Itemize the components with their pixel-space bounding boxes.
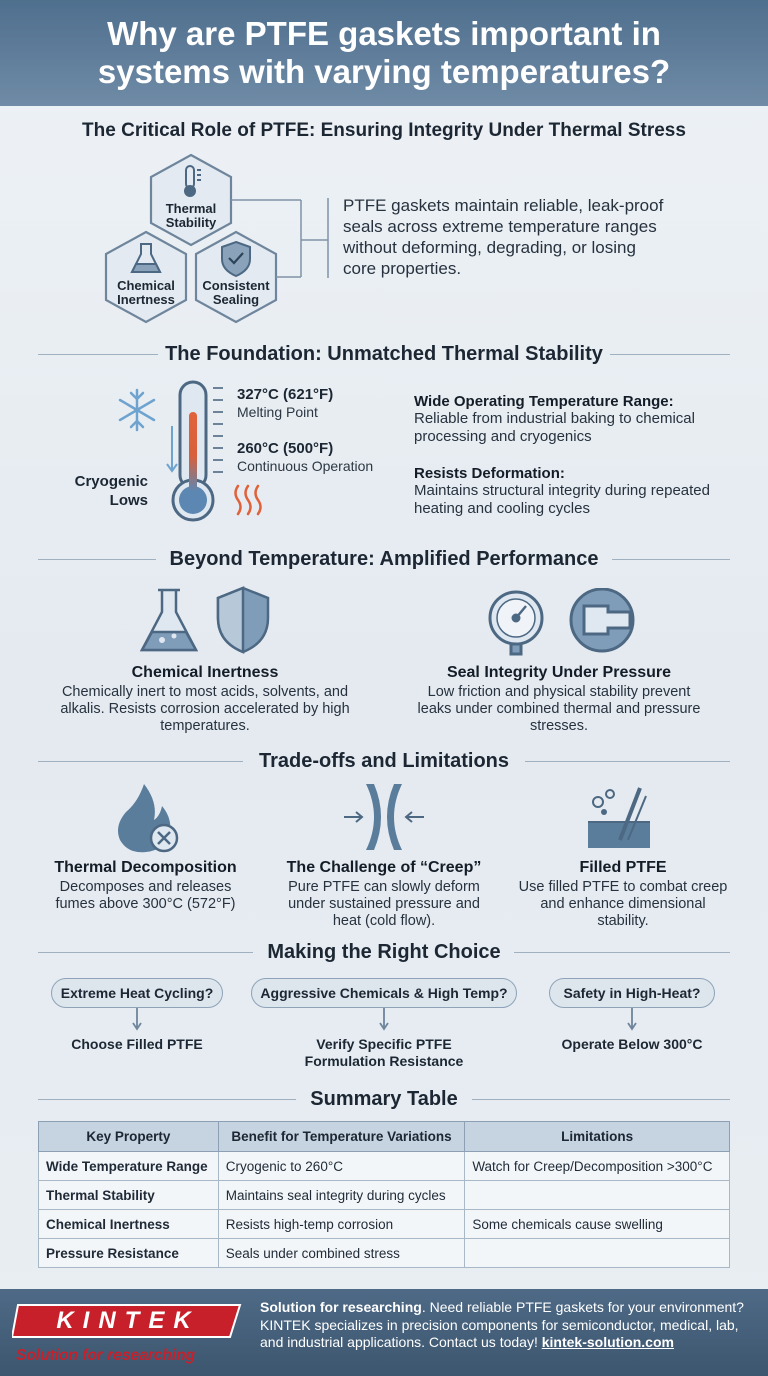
pipe-seal-icon: [571, 589, 633, 651]
table-cell: Chemical Inertness: [39, 1210, 219, 1239]
table-cell: Pressure Resistance: [39, 1239, 219, 1268]
hex-label-thermal: Thermal Stability: [165, 201, 217, 230]
table-cell: Maintains seal integrity during cycles: [218, 1181, 465, 1210]
arrow-down-icon: [167, 426, 177, 471]
pressure-gauge-icon: [490, 592, 542, 654]
hex-label-chemical: Chemical Inertness: [117, 278, 175, 307]
choice-answer-heat: Choose Filled PTFE: [71, 1036, 203, 1052]
beyond-title: Beyond Temperature: Amplified Performance: [169, 548, 599, 570]
feature-range: Wide Operating Temperature Range: Reliable from industrial baking to chemical processing and cryogenics: [414, 393, 695, 445]
table-cell: Wide Temperature Range: [39, 1152, 219, 1181]
choice-question-chemicals: Aggressive Chemicals & High Temp?: [251, 978, 517, 1008]
table-cell: Resists high-temp corrosion: [218, 1210, 465, 1239]
table-cell: Some chemicals cause swelling: [465, 1210, 730, 1239]
chem-icons: [136, 586, 276, 658]
card-seal-integrity: Seal Integrity Under Pressure Low friction and physical stability prevent leaks under combined thermal and pressure stresses.: [417, 664, 701, 734]
table-header-row: [39, 1122, 730, 1152]
card-thermal-decomposition: Thermal Decomposition Decomposes and releases fumes above 300°C (572°F): [54, 859, 237, 912]
snowflake-icon: [120, 390, 154, 430]
table-row: [39, 1181, 730, 1210]
table-cell: Cryogenic to 260°C: [218, 1152, 465, 1181]
summary-table: [38, 1121, 730, 1268]
table-cell: [465, 1239, 730, 1268]
choice-question-safety: Safety in High-Heat?: [549, 978, 715, 1008]
pressure-icons: [484, 588, 636, 658]
cryogenic-label: Cryogenic Lows: [74, 473, 148, 509]
feature-deformation: Resists Deformation: Maintains structural integrity during repeated heating and cooling cycles: [414, 465, 710, 517]
page-header: [0, 0, 768, 106]
flame-warning-icon: [108, 780, 180, 856]
table-cell: Watch for Creep/Decomposition >300°C: [465, 1152, 730, 1181]
card-filled-ptfe: Filled PTFE Use filled PTFE to combat creep and enhance dimensional stability.: [518, 859, 728, 929]
table-header: Key Property: [39, 1122, 219, 1152]
continuous-temp: 260°C (500°F): [237, 440, 334, 457]
table-header: Benefit for Temperature Variations: [218, 1122, 465, 1152]
heat-waves-icon: [236, 486, 261, 514]
thermometer-icon: [173, 382, 213, 520]
tradeoffs-title: Trade-offs and Limitations: [258, 750, 510, 772]
continuous-label: Continuous Operation: [237, 458, 374, 474]
footer-text: Solution for researching. Need reliable PTFE gaskets for your environment? KINTEK specializes in precision components for semiconductor, medical, lab, and industrial applications. Contact us today! kintek-solution.com: [260, 1299, 744, 1350]
hex-label-sealing: Consistent Sealing: [202, 278, 270, 307]
hexagon-chemical: [106, 232, 186, 322]
flask-icon: [142, 590, 196, 650]
intro-text: PTFE gaskets maintain reliable, leak-proof seals across extreme temperature ranges without deforming, degrading, or losing core properties.: [343, 196, 664, 278]
summary-title: Summary Table: [310, 1088, 458, 1110]
table-row: [39, 1210, 730, 1239]
table-header: Limitations: [465, 1122, 730, 1152]
melting-label: Melting Point: [237, 404, 318, 420]
choice-question-heat: Extreme Heat Cycling?: [51, 978, 223, 1008]
table-cell: Seals under combined stress: [218, 1239, 465, 1268]
logo-text: KINTEK: [56, 1307, 200, 1334]
table-row: [39, 1152, 730, 1181]
footer-link[interactable]: kintek-solution.com: [541, 1334, 674, 1350]
foundation-title: The Foundation: Unmatched Thermal Stability: [165, 343, 603, 365]
shield-small-icon: [222, 242, 250, 276]
table-row: [39, 1239, 730, 1268]
hexagon-thermal: [151, 155, 231, 245]
card-chemical-inertness: Chemical Inertness Chemically inert to most acids, solvents, and alkalis. Resists corrosion accelerated by high temperatures.: [60, 664, 350, 734]
table-cell: [465, 1181, 730, 1210]
shield-icon: [218, 588, 268, 652]
intro-title: The Critical Role of PTFE: Ensuring Integrity Under Thermal Stress: [82, 120, 686, 141]
footer: [0, 1289, 768, 1376]
filled-ptfe-icon: [584, 782, 660, 854]
melting-temp: 327°C (621°F): [237, 386, 334, 403]
page-title: Why are PTFE gaskets important in systems with varying temperatures?: [97, 15, 671, 90]
choice-arrows: [0, 1008, 768, 1032]
choice-title: Making the Right Choice: [267, 941, 501, 963]
card-creep: The Challenge of “Creep” Pure PTFE can slowly deform under sustained pressure and heat (cold flow).: [286, 859, 482, 929]
table-cell: Thermal Stability: [39, 1181, 219, 1210]
choice-answer-chemicals: Verify Specific PTFE Formulation Resistance: [304, 1036, 464, 1069]
creep-compression-icon: [342, 782, 426, 852]
choice-answer-safety: Operate Below 300°C: [561, 1036, 703, 1052]
logo-tagline: Solution for researching: [16, 1347, 196, 1364]
